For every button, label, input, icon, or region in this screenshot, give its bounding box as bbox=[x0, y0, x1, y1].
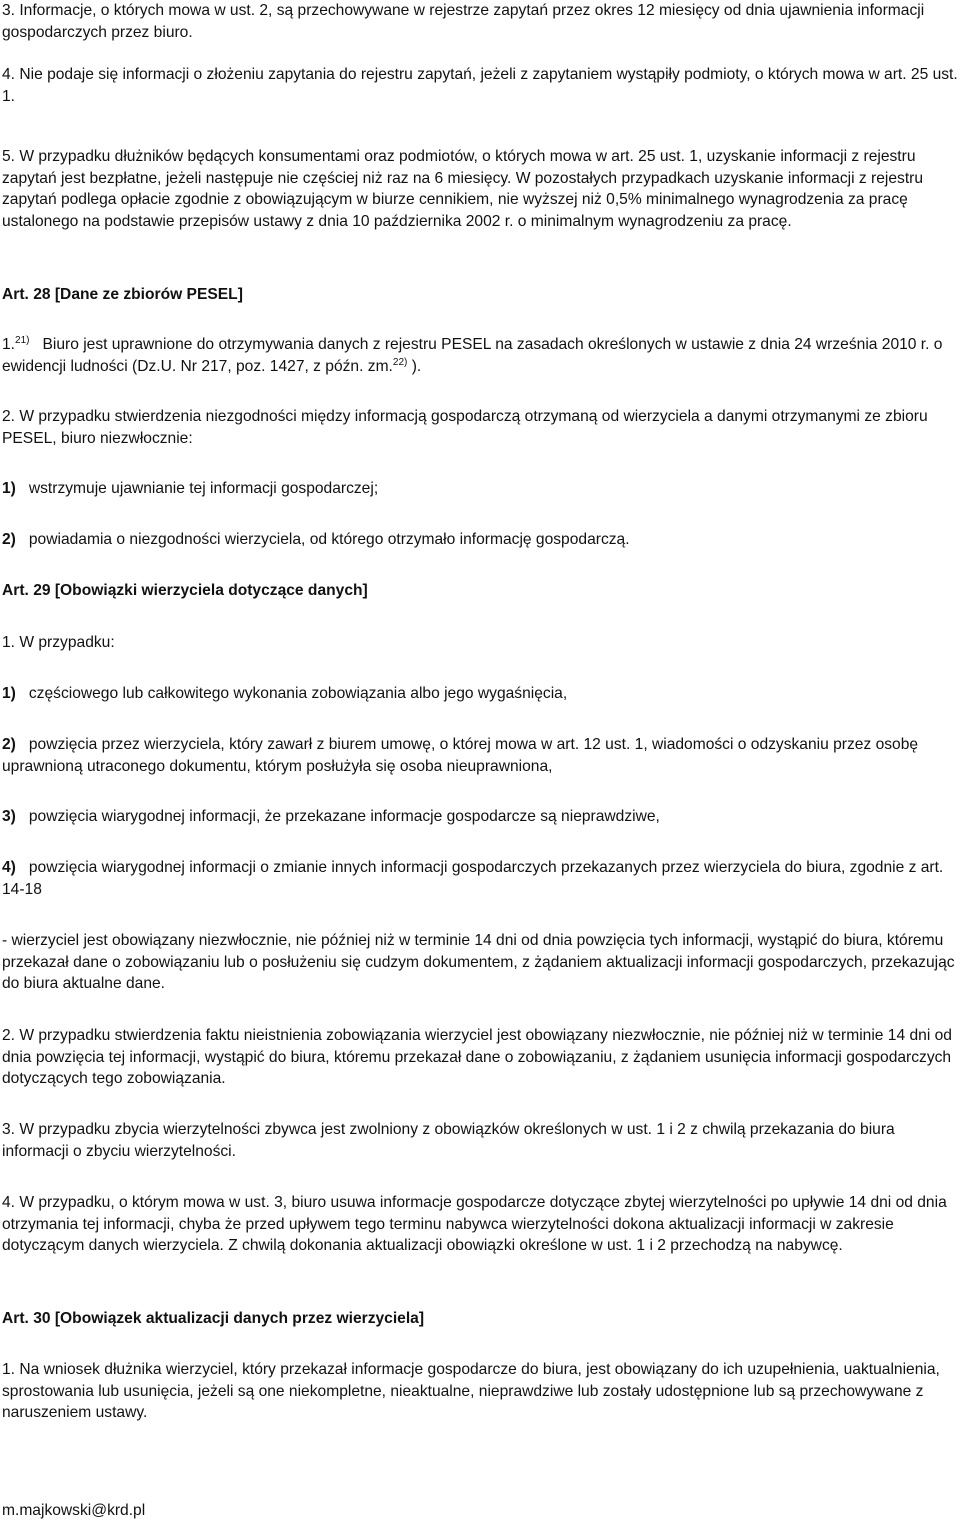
heading-art30: Art. 30 [Obowiązek aktualizacji danych przez wierzyciela] bbox=[2, 1310, 425, 1327]
paragraph-art30-ust1: 1. Na wniosek dłużnika wierzyciel, który przekazał informacje gospodarcze do biura, jest obowiązany do ich uzupełnienia, uaktualnienia, sprostowania lub usunięcia, jeżeli są one niekompletne, nieaktualne, nieprawdziwe lub zostały udostępnione lub są przechowywane z naruszeniem ustawy. bbox=[2, 1361, 940, 1421]
list-item bbox=[2, 857, 958, 900]
art28-ust1-end: ). bbox=[411, 357, 422, 375]
paragraph-art29-ust1: 1. W przypadku: bbox=[2, 634, 115, 651]
list-item-text: powiadamia o niezgodności wierzyciela, od którego otrzymało informację gospodarczą. bbox=[28, 531, 630, 548]
list-item-text: powzięcia wiarygodnej informacji o zmianie innych informacji gospodarczych przekazanych przez wierzyciela do biura, zgodnie z art. 14-18 bbox=[2, 859, 944, 898]
list-item-number: 1) bbox=[2, 685, 16, 702]
footnote-ref-22: 22) bbox=[392, 356, 408, 368]
paragraph-art27-ust4: 4. Nie podaje się informacji o złożeniu zapytania do rejestru zapytań, jeżeli z zapytaniem wystąpiły podmioty, o których mowa w art. 25 ust. 1. bbox=[2, 66, 958, 105]
footnote-ref-21: 21) bbox=[15, 335, 30, 346]
heading-art29: Art. 29 [Obowiązki wierzyciela dotyczące danych] bbox=[2, 582, 368, 599]
art28-ust1-number: 1. bbox=[2, 336, 16, 353]
footer-email: m.majkowski@krd.pl bbox=[2, 1502, 146, 1519]
paragraph-art28-ust1 bbox=[2, 334, 958, 377]
list-item bbox=[2, 806, 958, 828]
list-item-number: 3) bbox=[2, 808, 16, 825]
list-item bbox=[2, 478, 958, 500]
heading-art28: Art. 28 [Dane ze zbiorów PESEL] bbox=[2, 286, 243, 303]
paragraph-art27-ust5: 5. W przypadku dłużników będących konsumentami oraz podmiotów, o których mowa w art. 25 ust. 1, uzyskanie informacji z rejestru zapytań jest bezpłatne, jeżeli następuje nie częściej niż raz na 6 miesięcy. W pozostałych przypadkach uzyskanie informacji z rejestru zapytań podlega opłacie zgodnie z obowiązującym w biurze cennikiem, nie wyższej niż 0,5% minimalnego wynagrodzenia za pracę ustalonego na podstawie przepisów ustawy z dnia 10 października 2002 r. o minimalnym wynagrodzeniu za pracę. bbox=[2, 148, 924, 230]
list-item-number: 2) bbox=[2, 531, 16, 548]
paragraph-art29-ust3: 3. W przypadku zbycia wierzytelności zbywca jest zwolniony z obowiązków określonych w ust. 1 i 2 z chwilą przekazania do biura informacji o zbyciu wierzytelności. bbox=[2, 1121, 895, 1160]
list-item-text: powzięcia przez wierzyciela, który zawarł z biurem umowę, o której mowa w art. 12 ust. 1, wiadomości o odzyskaniu przez osobę uprawnioną utraconego dokumentu, którym posłużyła się osoba nieuprawniona, bbox=[2, 736, 919, 775]
list-item-text: wstrzymuje ujawnianie tej informacji gospodarczej; bbox=[28, 480, 379, 497]
list-item-text: powzięcia wiarygodnej informacji, że przekazane informacje gospodarcze są nieprawdziwe, bbox=[28, 808, 660, 825]
paragraph-art29-ust4: 4. W przypadku, o którym mowa w ust. 3, biuro usuwa informacje gospodarcze dotyczące zbytej wierzytelności po upływie 14 dni od dnia otrzymania tej informacji, chyba że przed upływem tego terminu nabywca wierzytelności dokona aktualizacji informacji w zakresie dotyczącym danych wierzyciela. Z chwilą dokonania aktualizacji obowiązki określone w ust. 1 i 2 przechodzą na nabywcę. bbox=[2, 1194, 947, 1254]
paragraph-art27-ust3: 3. Informacje, o których mowa w ust. 2, są przechowywane w rejestrze zapytań przez okres 12 miesięcy od dnia ujawnienia informacji gospodarczych przez biuro. bbox=[2, 2, 925, 41]
list-item bbox=[2, 683, 958, 705]
list-item-number: 2) bbox=[2, 736, 16, 753]
art28-ust1-text: Biuro jest uprawnione do otrzymywania danych z rejestru PESEL na zasadach określonych w ustawie z dnia 24 września 2010 r. o ewidencji ludności (Dz.U. Nr 217, poz. 1427, z późn. zm. bbox=[2, 336, 943, 375]
list-item-number: 1) bbox=[2, 480, 16, 497]
list-item bbox=[2, 734, 958, 777]
paragraph-art29-ust2: 2. W przypadku stwierdzenia faktu nieistnienia zobowiązania wierzyciel jest obowiązany niezwłocznie, nie później niż w terminie 14 dni od dnia powzięcia tej informacji, wystąpić do biura, któremu przekazał dane o zobowiązaniu, z żądaniem usunięcia informacji gospodarczych dotyczących tego zobowiązania. bbox=[2, 1027, 952, 1087]
list-item-text: częściowego lub całkowitego wykonania zobowiązania albo jego wygaśnięcia, bbox=[28, 685, 568, 702]
paragraph-art29-ust1-tail: - wierzyciel jest obowiązany niezwłocznie, nie później niż w terminie 14 dni od dnia powzięcia tych informacji, wystąpić do biura, któremu przekazał dane o zobowiązaniu lub o posłużeniu się cudzym dokumentem, z żądaniem aktualizacji informacji gospodarczych, przekazując do biura aktualne dane. bbox=[2, 932, 955, 992]
list-item-number: 4) bbox=[2, 859, 16, 876]
paragraph-art28-ust2: 2. W przypadku stwierdzenia niezgodności między informacją gospodarczą otrzymaną od wierzyciela a danymi otrzymanymi ze zbioru PESEL, biuro niezwłocznie: bbox=[2, 408, 928, 447]
list-item bbox=[2, 529, 958, 551]
